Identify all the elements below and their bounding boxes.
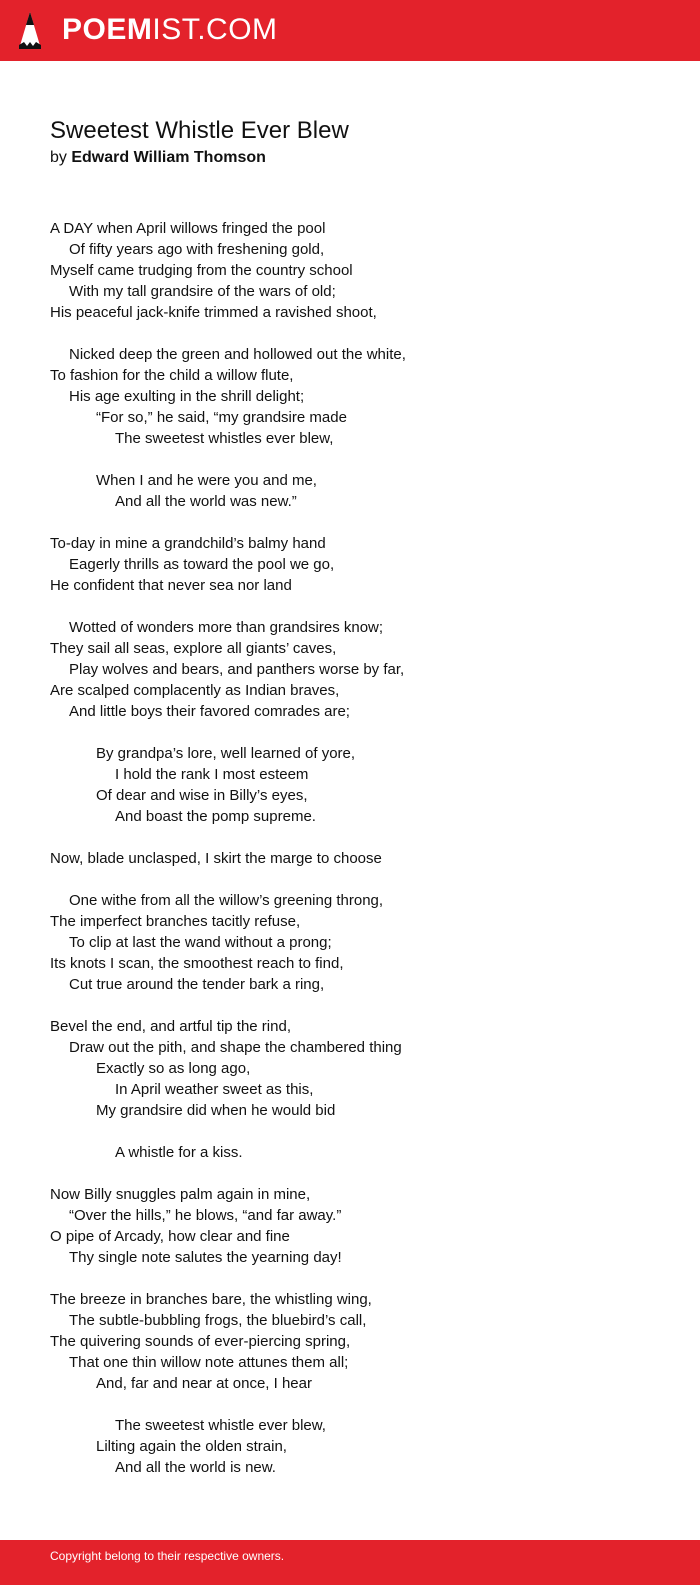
stanza-break [50,722,406,743]
pencil-logo-icon[interactable] [18,11,42,51]
poem-line: The sweetest whistle ever blew, [115,1417,326,1434]
poem-line: With my tall grandsire of the wars of old; [69,283,336,300]
poem-line: “Over the hills,” he blows, “and far away.” [69,1207,342,1224]
poem-line: And little boys their favored comrades are; [69,703,350,720]
poem-line: Now Billy snuggles palm again in mine, [50,1186,311,1203]
poem-line: And boast the pomp supreme. [115,808,316,825]
stanza-break [50,1121,406,1142]
poem-line: Nicked deep the green and hollowed out the white, [69,346,406,363]
stanza-break [50,1394,406,1415]
author-name: Edward William Thomson [71,149,266,166]
poem-line: And, far and near at once, I hear [96,1375,312,1392]
poem-line: His age exulting in the shrill delight; [69,388,305,405]
poem-line: In April weather sweet as this, [115,1081,314,1098]
poem-line: “For so,” he said, “my grandsire made [96,409,347,426]
stanza-break [50,323,406,344]
poem-line: Myself came trudging from the country school [50,262,353,279]
stanza-break [50,596,406,617]
site-logo[interactable] [62,13,278,47]
poem-line: Draw out the pith, and shape the chambered thing [69,1039,402,1056]
stanza-break [50,1163,406,1184]
poem-body [50,218,406,1478]
poem-line: That one thin willow note attunes them all; [69,1354,349,1371]
poem-line: To clip at last the wand without a prong; [69,934,332,951]
site-header [0,0,700,61]
stanza-break [50,869,406,890]
poem-line: A whistle for a kiss. [115,1144,243,1161]
stanza-break [50,995,406,1016]
poem-line: My grandsire did when he would bid [96,1102,336,1119]
copyright-text: Copyright belong to their respective owners. [50,1549,285,1563]
poem-line: Eagerly thrills as toward the pool we go, [69,556,335,573]
poem-line: They sail all seas, explore all giants’ caves, [50,640,337,657]
poem-line: By grandpa’s lore, well learned of yore, [96,745,356,762]
poem-line: Exactly so as long ago, [96,1060,251,1077]
poem-line: Thy single note salutes the yearning day! [69,1249,342,1266]
stanza-break [50,512,406,533]
poem-line: Wotted of wonders more than grandsires know; [69,619,384,636]
poem-line: When I and he were you and me, [96,472,317,489]
poem-line: Play wolves and bears, and panthers worse by far, [69,661,405,678]
poem-line: A DAY when April willows fringed the pool [50,220,326,237]
poem-line: The breeze in branches bare, the whistling wing, [50,1291,372,1308]
byline [50,148,266,168]
poem-title: Sweetest Whistle Ever Blew [50,117,349,144]
poem-line: To fashion for the child a willow flute, [50,367,294,384]
stanza-break [50,449,406,470]
poem-line: One withe from all the willow’s greening throng, [69,892,384,909]
poem-line: Cut true around the tender bark a ring, [69,976,325,993]
poem-line: O pipe of Arcady, how clear and fine [50,1228,290,1245]
poem-line: And all the world is new. [115,1459,276,1476]
poem-line: Its knots I scan, the smoothest reach to find, [50,955,344,972]
poem-line: And all the world was new.” [115,493,297,510]
poem-line: Lilting again the olden strain, [96,1438,287,1455]
poem-line: The quivering sounds of ever-piercing spring, [50,1333,351,1350]
poem-line: The imperfect branches tacitly refuse, [50,913,301,930]
poem-line: Now, blade unclasped, I skirt the marge to choose [50,850,382,867]
logo-light-text: IST.COM [152,13,278,46]
poem-line: To-day in mine a grandchild’s balmy hand [50,535,326,552]
poem-line: Bevel the end, and artful tip the rind, [50,1018,291,1035]
poem-line: Of fifty years ago with freshening gold, [69,241,325,258]
poem-line: His peaceful jack-knife trimmed a ravished shoot, [50,304,377,321]
stanza-break [50,827,406,848]
logo-bold-text: POEM [62,13,153,46]
stanza-break [50,1268,406,1289]
poem-line: The sweetest whistles ever blew, [115,430,334,447]
poem-line: I hold the rank I most esteem [115,766,309,783]
site-footer [0,1540,700,1585]
by-label: by [50,149,67,166]
poem-line: Are scalped complacently as Indian braves, [50,682,340,699]
poem-line: The subtle-bubbling frogs, the bluebird’s call, [69,1312,367,1329]
poem-line: Of dear and wise in Billy’s eyes, [96,787,308,804]
poem-line: He confident that never sea nor land [50,577,292,594]
